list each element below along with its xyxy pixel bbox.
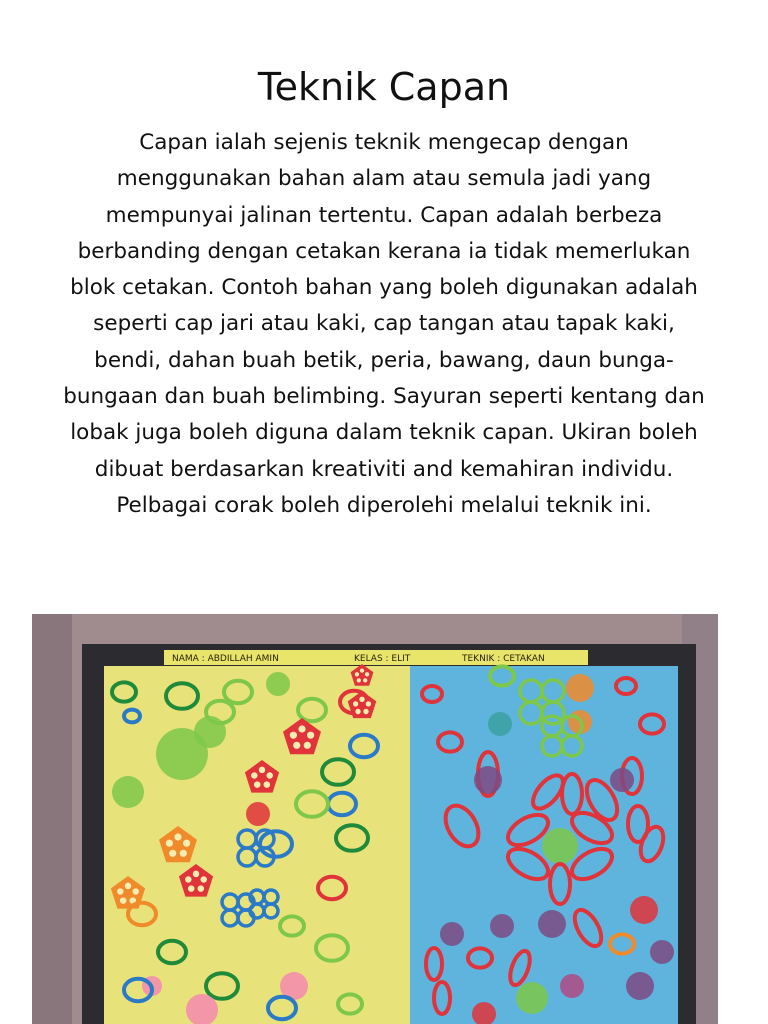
label-class: KELAS : ELIT: [354, 654, 411, 664]
label-name: NAMA : ABDILLAH AMIN: [172, 654, 279, 664]
blob-stamp: [516, 982, 548, 1014]
blob-stamp: [474, 766, 502, 794]
label-technique: TEKNIK : CETAKAN: [462, 654, 545, 664]
blob-stamp: [610, 768, 634, 792]
blob-stamp: [156, 728, 208, 780]
blob-stamp: [566, 674, 594, 702]
slide-title: Teknik Capan: [257, 65, 511, 110]
slide-body-text: Capan ialah sejenis teknik mengecap dengan menggunakan bahan alam atau semula jadi yang mempunyai jalinan tertentu. Capan adalah berbeza berbanding dengan cetakan kerana ia tidak memerlukan blok cetakan. Contoh bahan yang boleh digunakan adalah seperti cap jari atau kaki, cap tangan atau tapak kaki, bendi, dahan buah betik, peria, bawang, daun bunga-bungaan dan buah belimbing. Sayuran seperti kentang dan lobak juga boleh diguna dalam teknik capan. Ukiran boleh dibuat berdasarkan kreativiti and kemahiran individu. Pelbagai corak boleh diperolehi melalui teknik ini.: [63, 130, 705, 518]
blob-stamp: [246, 802, 270, 826]
blob-stamp: [542, 828, 578, 864]
blob-stamp: [538, 910, 566, 938]
blob-stamp: [490, 914, 514, 938]
photo-background-left-shadow: [32, 614, 72, 1024]
blob-stamp: [560, 974, 584, 998]
blob-stamp: [650, 940, 674, 964]
blob-stamp: [440, 922, 464, 946]
blob-stamp: [626, 972, 654, 1000]
blob-stamp: [266, 672, 290, 696]
blob-stamp: [488, 712, 512, 736]
artwork-photo: [32, 614, 718, 1024]
stamp-print-artwork: [32, 614, 718, 1024]
blob-stamp: [630, 896, 658, 924]
blob-stamp: [112, 776, 144, 808]
